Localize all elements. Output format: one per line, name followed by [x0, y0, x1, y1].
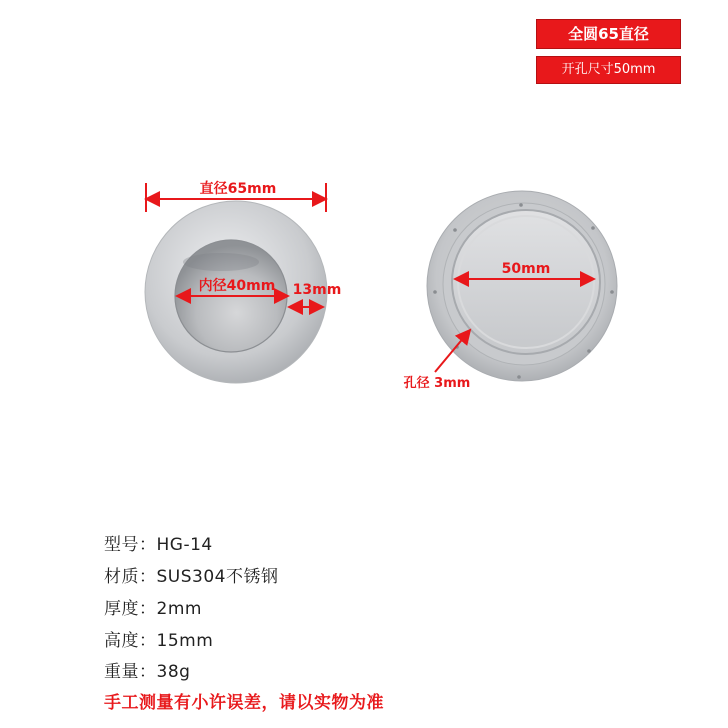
- inner-diameter-label: 内径40mm: [198, 278, 276, 294]
- spec-label: 型号：: [104, 535, 157, 555]
- spec-value: HG-14: [156, 535, 213, 555]
- spec-value: 38g: [156, 662, 191, 682]
- spec-thickness: [104, 594, 202, 619]
- hole-label: 孔径 3mm: [403, 376, 471, 391]
- diameter-badge: 全圆65直径: [536, 19, 681, 49]
- spec-weight: [104, 657, 190, 682]
- back-cup: [452, 210, 600, 354]
- cup-diameter-label: 50mm: [501, 261, 551, 277]
- spec-label: 高度：: [104, 631, 157, 651]
- measurement-note: 手工测量有小许误差，请以实物为准: [104, 693, 384, 713]
- spec-value: SUS304不锈钢: [156, 567, 279, 587]
- outer-diameter-label: 直径65mm: [199, 181, 277, 197]
- hole-size-badge: 开孔尺寸50mm: [536, 56, 681, 84]
- spec-material: [104, 562, 278, 587]
- spec-value: 2mm: [156, 599, 202, 619]
- spec-label: 重量：: [104, 662, 157, 682]
- spec-value: 15mm: [156, 631, 214, 651]
- spec-height: [104, 626, 213, 651]
- spec-model: [104, 530, 213, 555]
- spec-label: 材质：: [104, 567, 157, 587]
- spec-label: 厚度：: [104, 599, 157, 619]
- rim-width-label: 13mm: [292, 282, 342, 298]
